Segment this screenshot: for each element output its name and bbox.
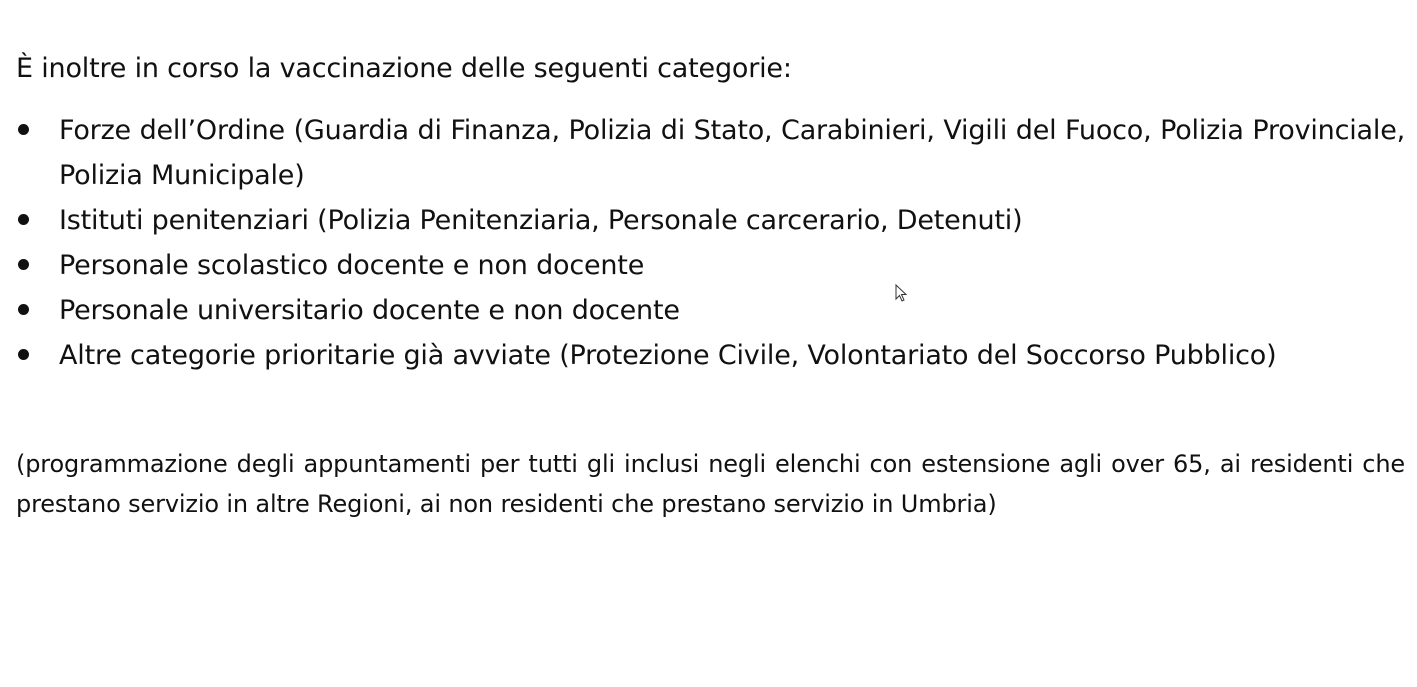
list-item xyxy=(16,198,1405,243)
mouse-cursor-icon xyxy=(895,284,907,302)
list-item-text: Istituti penitenziari (Polizia Penitenziaria, Personale carcerario, Detenuti) xyxy=(59,205,1023,236)
list-item xyxy=(16,243,1405,288)
category-list xyxy=(16,108,1405,378)
bullet-icon xyxy=(18,214,29,225)
list-item xyxy=(16,333,1405,378)
list-item-text: Forze dell’Ordine (Guardia di Finanza, Polizia di Stato, Carabinieri, Vigili del Fuoco, Polizia Provinciale, Polizia Municipale) xyxy=(59,115,1405,191)
list-item xyxy=(16,108,1405,198)
scheduling-note: (programmazione degli appuntamenti per tutti gli inclusi negli elenchi con estensione agli over 65, ai residenti che prestano servizio in altre Regioni, ai non residenti che prestano servizio in Umbria) xyxy=(16,450,1405,518)
bullet-icon xyxy=(18,349,29,360)
list-item-text: Personale scolastico docente e non docente xyxy=(59,250,645,281)
bullet-icon xyxy=(18,304,29,315)
bullet-icon xyxy=(18,124,29,135)
bullet-icon xyxy=(18,259,29,270)
list-item xyxy=(16,288,1405,333)
intro-text: È inoltre in corso la vaccinazione delle seguenti categorie: xyxy=(16,53,792,84)
list-item-text: Altre categorie prioritarie già avviate (Protezione Civile, Volontariato del Soccorso Pubblico) xyxy=(59,340,1277,371)
list-item-text: Personale universitario docente e non docente xyxy=(59,295,680,326)
